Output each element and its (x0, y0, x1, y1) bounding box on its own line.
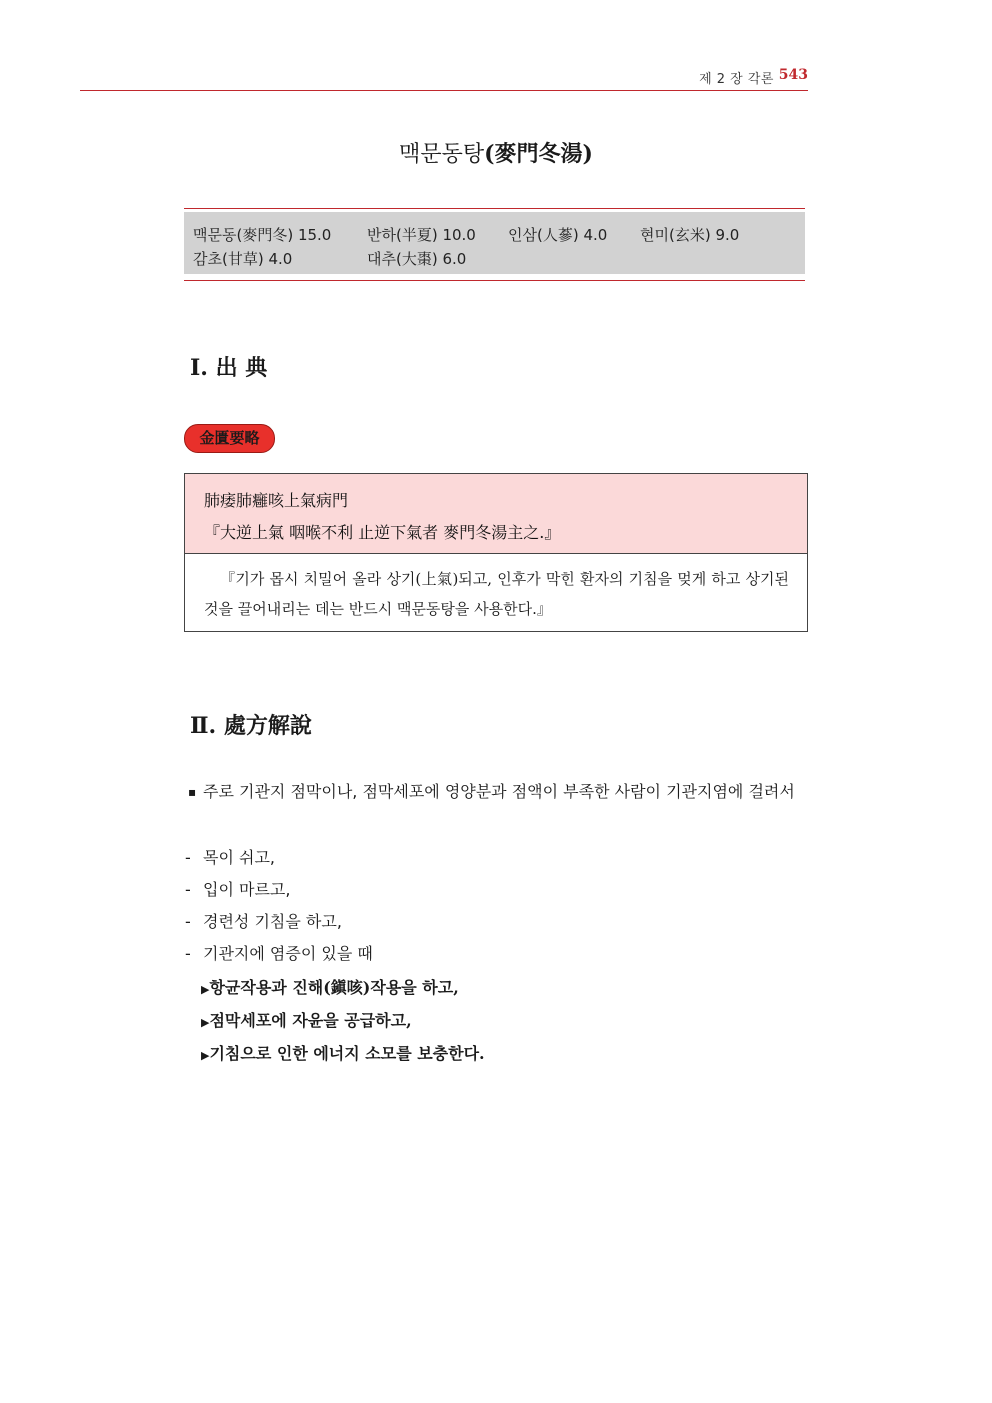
chapter-label: 제 2 장 각론 (699, 72, 774, 87)
dash-item-text: 입이 마르고, (203, 880, 291, 899)
dash-list-item (185, 845, 275, 868)
dash-item-text: 경련성 기침을 하고, (203, 912, 342, 931)
arrow-icon: ▶ (201, 983, 210, 996)
section-heading-explanation: Ⅱ. 處方解說 (190, 713, 312, 739)
dash-marker: - (185, 944, 191, 963)
ingredient-item: 감초(甘草) 4.0 (193, 250, 293, 268)
source-quote-line: 『大逆上氣 咽喉不利 止逆下氣者 麥門冬湯主之.』 (204, 523, 561, 542)
ingredient-item: 반하(半夏) 10.0 (367, 226, 476, 244)
dash-item-text: 기관지에 염증이 있을 때 (203, 944, 373, 963)
arrow-item-text: 기침으로 인한 에너지 소모를 보충한다. (209, 1044, 485, 1063)
arrow-item-text: 항균작용과 진해(鎭咳)작용을 하고, (209, 978, 459, 997)
source-translation: 『기가 몹시 치밀어 올라 상기(上氣)되고, 인후가 막힌 환자의 기침을 멎게 하고 상기된 것을 끌어내리는 데는 반드시 맥문동탕을 사용한다.』 (204, 570, 789, 618)
dash-item-text: 목이 쉬고, (203, 848, 275, 867)
source-quote-box (184, 473, 808, 632)
ingredients-panel (184, 212, 805, 274)
arrow-list-item (201, 975, 459, 998)
bullet-icon: ▪ (188, 785, 197, 799)
arrow-icon: ▶ (201, 1016, 210, 1029)
ingredient-item: 대추(大棗) 6.0 (367, 250, 467, 268)
bullet-text: 주로 기관지 점막이나, 점막세포에 영양분과 점액이 부족한 사람이 기관지염에 걸려서 (203, 782, 795, 801)
source-original-panel (185, 474, 807, 554)
source-chapter-line: 肺痿肺癰咳上氣病門 (204, 491, 349, 510)
ingredient-item: 맥문동(麥門冬) 15.0 (193, 226, 332, 244)
ingredient-item: 현미(玄米) 9.0 (640, 226, 740, 244)
dash-list-item (185, 941, 373, 964)
dash-list-item (185, 877, 290, 900)
dash-marker: - (185, 848, 191, 867)
bullet-paragraph (188, 776, 808, 808)
dash-marker: - (185, 880, 191, 899)
source-badge: 金匱要略 (184, 424, 275, 453)
section-heading-source: Ⅰ. 出 典 (190, 355, 268, 381)
title-korean: 맥문동탕 (399, 142, 485, 167)
ingredients-box (184, 208, 805, 281)
dash-marker: - (185, 912, 191, 931)
arrow-list-item (201, 1008, 412, 1031)
arrow-item-text: 점막세포에 자윤을 공급하고, (209, 1011, 412, 1030)
page-number: 543 (778, 67, 808, 83)
running-header (80, 64, 808, 91)
arrow-icon: ▶ (201, 1049, 210, 1062)
prescription-title (0, 137, 992, 168)
title-hanja: (麥門冬湯) (484, 141, 593, 167)
ingredient-item: 인삼(人蔘) 4.0 (508, 226, 608, 244)
arrow-list-item (201, 1041, 485, 1064)
dash-list-item (185, 909, 342, 932)
